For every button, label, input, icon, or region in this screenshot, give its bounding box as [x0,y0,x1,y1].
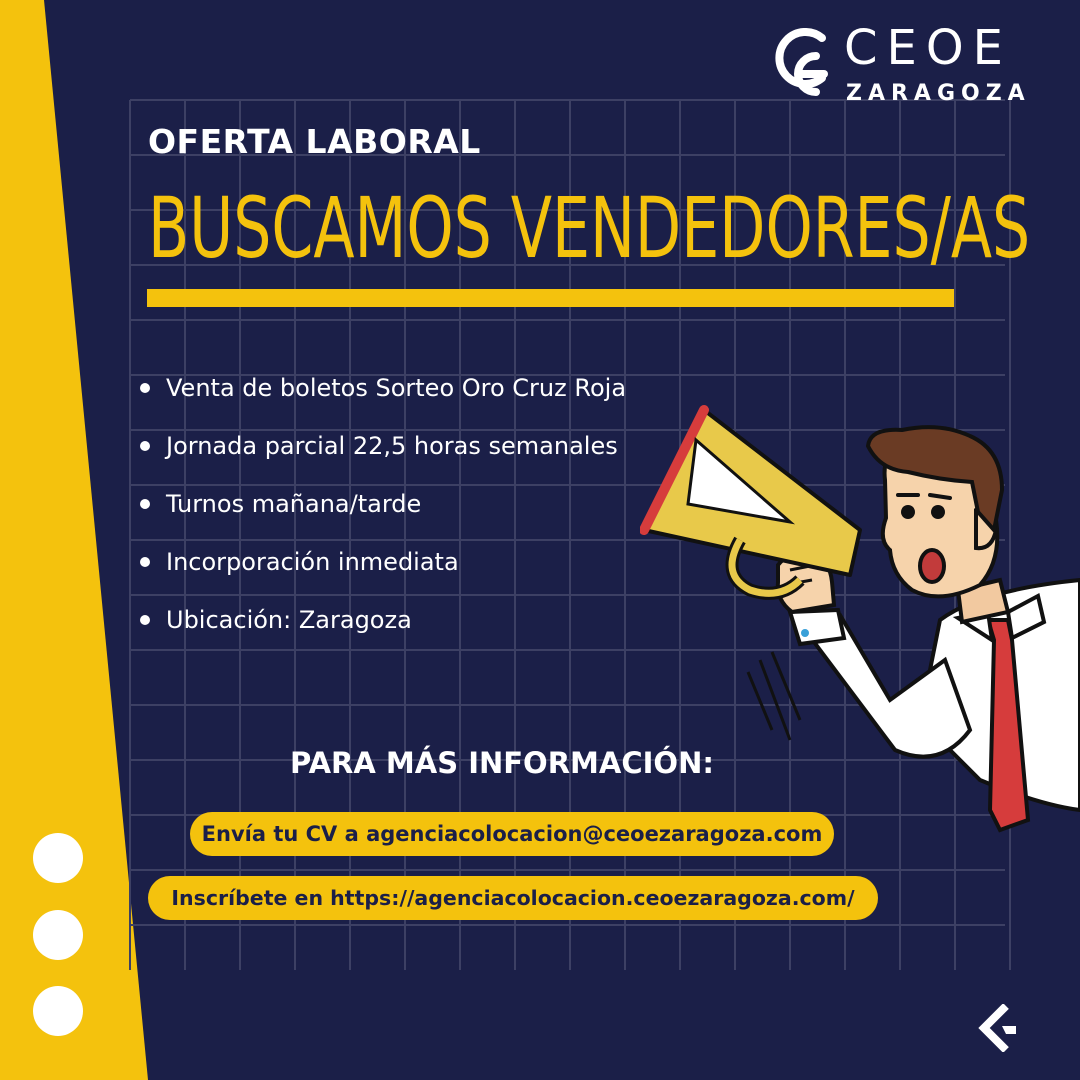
arrow-mark-icon [976,1004,1018,1052]
ceoe-logo-mark-icon [770,28,828,106]
logo-city: ZARAGOZA [846,81,1031,106]
requirements-list [140,366,626,656]
decor-dot-2 [33,910,83,960]
megaphone-icon [644,410,860,593]
list-item: Turnos mañana/tarde [140,482,626,540]
offer-kicker: OFERTA LABORAL [148,122,481,161]
list-item: Ubicación: Zaragoza [140,598,626,656]
decor-dot-1 [33,833,83,883]
page-title: BUSCAMOS VENDEDORES/AS [148,179,1031,277]
list-item: Venta de boletos Sorteo Oro Cruz Roja [140,366,626,424]
headline-underline [147,289,954,307]
contact-title: PARA MÁS INFORMACIÓN: [290,746,714,780]
list-item: Jornada parcial 22,5 horas semanales [140,424,626,482]
list-item: Incorporación inmediata [140,540,626,598]
email-contact-badge[interactable]: Envía tu CV a agenciacolocacion@ceoezaragoza.com [190,812,834,856]
ceoe-zaragoza-logo [770,20,1050,110]
website-signup-badge[interactable]: Inscríbete en https://agenciacolocacion.ceoezaragoza.com/ [148,876,878,920]
decor-dot-3 [33,986,83,1036]
logo-wordmark: CEOE [844,20,1012,76]
